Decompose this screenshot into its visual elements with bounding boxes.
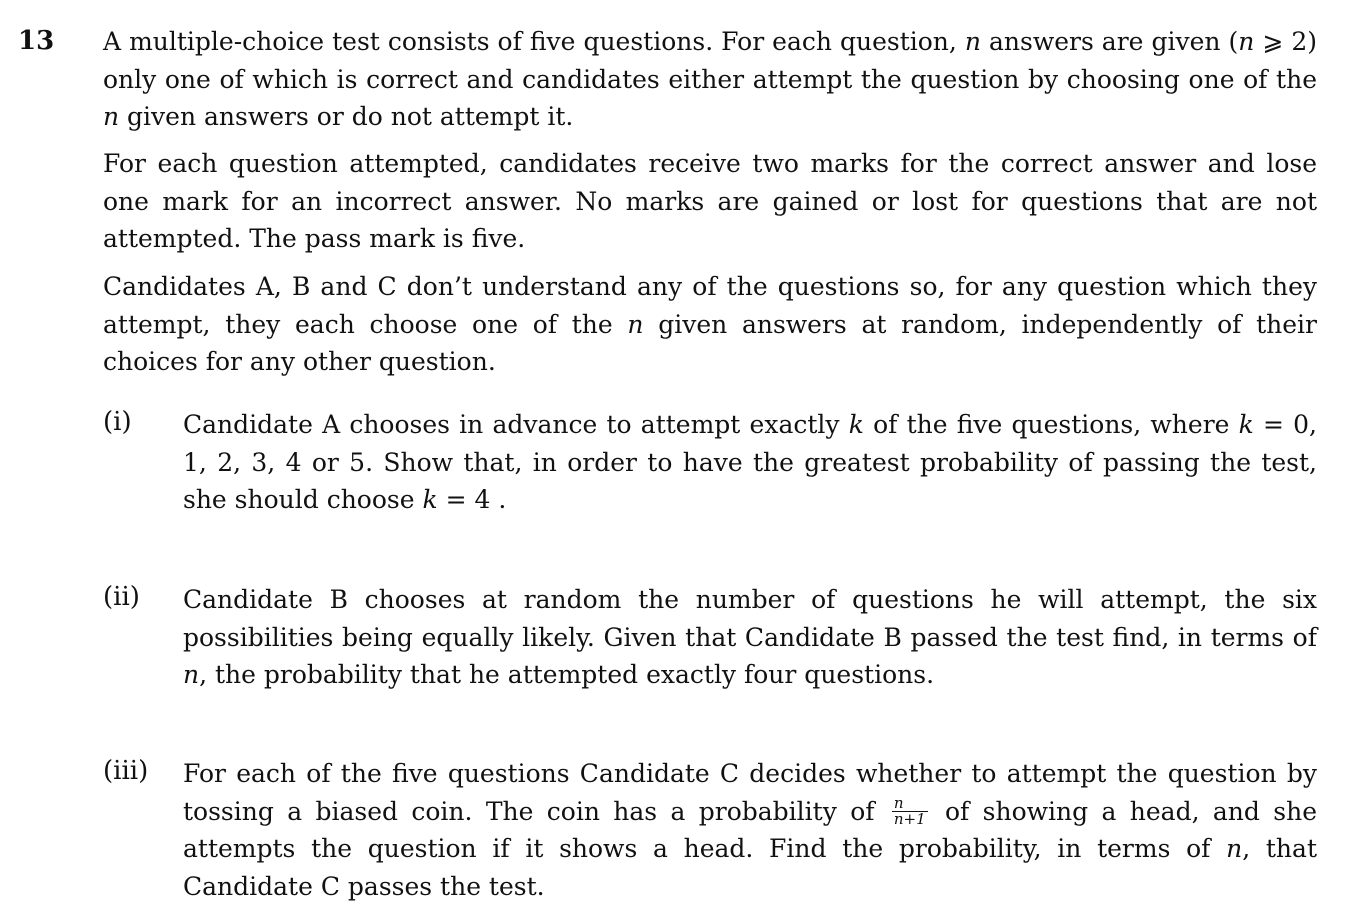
marking-paragraph: For each question attempted, candidates receive two marks for the correct answer and lose one mark for an incorrect answer. No marks are gained or lost for questions that are not attempted. The pass mark is five. [103, 149, 1317, 253]
part-iii-label: (iii) [103, 756, 149, 786]
candidates-paragraph: Candidates A, B and C don’t understand any of the questions so, for any question which they attempt, they each choose one of the n given answers at random, independently of their choices for any other question. [103, 272, 1317, 376]
part-ii-text: Candidate B chooses at random the number of questions he will attempt, the six possibilities being equally likely. Given that Candidate B passed the test find, in terms of n, the probability that he attempted exactly four questions. [183, 585, 1317, 689]
part-iii-text: For each of the five questions Candidate C decides whether to attempt the question by tossing a biased coin. The coin has a probability of $\frac{n}{n+1}$ of showing a head, and she attempts the question if it shows a head. Find the probability, in terms of n, that Candidate C passes the test. [183, 759, 1317, 901]
intro-paragraph: A multiple-choice test consists of five questions. For each question, n answers are given (n ⩾ 2) only one of which is correct and candidates either attempt the question by choosing one of the n given answers or do not attempt it. [103, 27, 1317, 131]
fraction-numerator: n [893, 793, 904, 812]
fraction-denominator: n+1 [893, 809, 926, 828]
part-i-text: Candidate A chooses in advance to attempt exactly k of the five questions, where k = 0, 1, 2, 3, 4 or 5. Show that, in order to have the greatest probability of passing the test, she should choose k = 4 . [183, 410, 1317, 514]
question-number: 13 [18, 26, 55, 56]
part-ii-label: (ii) [103, 582, 140, 612]
fraction-n-over-n-plus-1 [892, 793, 928, 828]
part-i-label: (i) [103, 407, 132, 437]
